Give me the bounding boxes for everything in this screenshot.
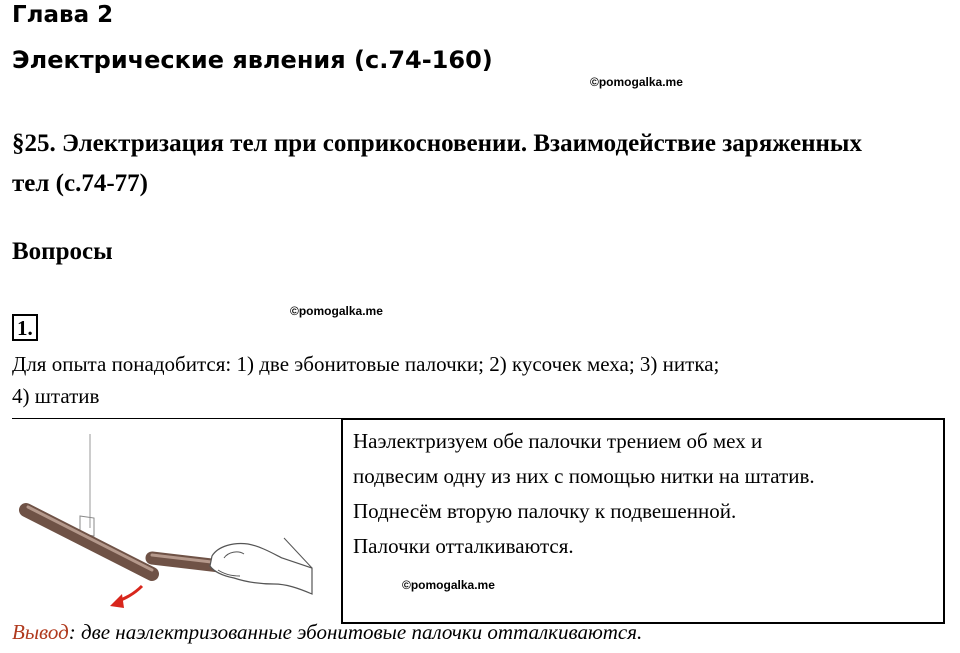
question-intro	[12, 348, 912, 412]
description-line: Наэлектризуем обе палочки трением об мех и	[353, 429, 763, 453]
description-line: Поднесём вторую палочку к подвешенной.	[353, 499, 737, 523]
arrow-head-icon	[110, 594, 124, 608]
conclusion-text: : две наэлектризованные эбонитовые палочки отталкиваются.	[68, 620, 643, 644]
experiment-description-box	[341, 418, 945, 624]
conclusion	[12, 620, 642, 645]
intro-line: 4) штатив	[12, 384, 100, 408]
section-title: §25. Электризация тел при соприкосновении. Взаимодействие заряженных тел (с.74-77)	[12, 130, 862, 197]
watermark: ©pomogalka.me	[402, 578, 495, 592]
description-line: подвесим одну из них с помощью нитки на штатив.	[353, 464, 815, 488]
intro-line: Для опыта понадобится: 1) две эбонитовые палочки; 2) кусочек меха; 3) нитка;	[12, 352, 720, 376]
experiment-description	[353, 424, 933, 564]
chapter-subtitle: Электрические явления (с.74-160)	[12, 46, 493, 74]
experiment-illustration	[12, 418, 340, 624]
chapter-title: Глава 2	[12, 2, 114, 28]
description-line: Палочки отталкиваются.	[353, 534, 574, 558]
rods-illustration	[12, 418, 340, 624]
conclusion-label: Вывод	[12, 620, 69, 644]
watermark: ©pomogalka.me	[590, 75, 683, 89]
question-number: 1.	[12, 314, 38, 341]
watermark: ©pomogalka.me	[290, 304, 383, 318]
questions-heading: Вопросы	[12, 238, 113, 265]
